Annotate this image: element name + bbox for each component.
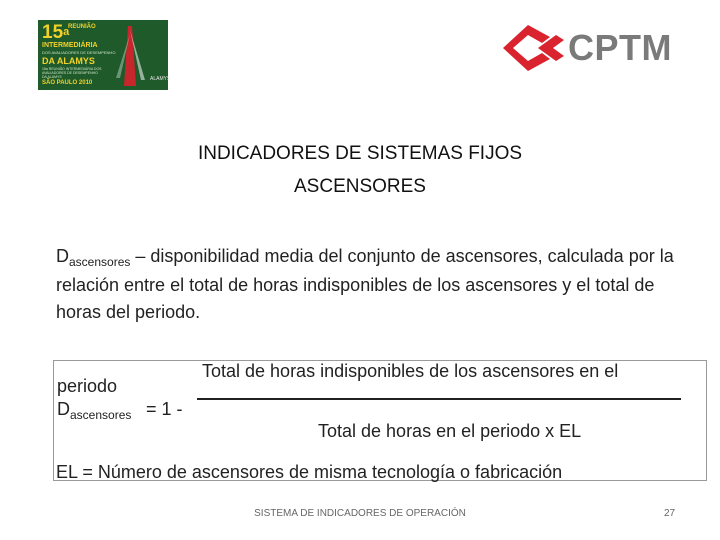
event-logo-line4: DA ALAMYS [42, 56, 95, 66]
cptm-logo [498, 23, 678, 73]
cptm-logo-text: CPTM [568, 27, 672, 68]
definition-symbol: D [56, 246, 69, 266]
formula-lhs-subscript: ascensores [70, 408, 132, 422]
formula-equals: = 1 - [146, 399, 183, 419]
event-logo-line2: INTERMEDIÁRIA [42, 42, 98, 49]
formula-el-note: EL = Número de ascensores de misma tecnología o fabricación [56, 462, 563, 482]
slide-title: INDICADORES DE SISTEMAS FIJOS [197, 143, 523, 164]
definition-text: – disponibilidad media del conjunto de ascensores, calculada por la relación entre el total de horas indisponibles de los ascensores y el total de horas del periodo. [56, 246, 674, 322]
event-logo-city: SÃO PAULO 2010 [42, 80, 93, 86]
formula-lhs-symbol: D [57, 399, 70, 419]
formula-lhs [57, 399, 131, 420]
alamys-mark: ALAMYS [150, 76, 171, 82]
definition-subscript: ascensores [69, 255, 131, 269]
definition-paragraph [56, 243, 696, 326]
footer-text: SISTEMA DE INDICADORES DE OPERACIÓN [254, 508, 466, 519]
slide-subtitle: ASCENSORES [294, 176, 426, 197]
formula-numerator: Total de horas indisponibles de los ascensores en el [202, 361, 619, 381]
cptm-diamond-icon [498, 23, 564, 73]
page-number: 27 [664, 508, 676, 519]
event-logo-line5: 15a REUNIÃO INTERMEDIÁRIA DOS AVALIADORES DE DESEMPENHO DA ALAMYS [42, 67, 102, 79]
event-logo-line3: DOS AVALIADORES DE DESEMPENHO [42, 50, 116, 55]
formula-denominator: Total de horas en el periodo x EL [318, 421, 582, 441]
formula-numerator-cont: periodo [57, 376, 118, 396]
event-number: 15$^a$ [42, 22, 70, 43]
event-logo-line1: REUNIÃO [68, 24, 96, 30]
event-logo [38, 20, 171, 90]
tower-illustration-icon [110, 20, 150, 90]
fraction-bar [197, 398, 681, 400]
